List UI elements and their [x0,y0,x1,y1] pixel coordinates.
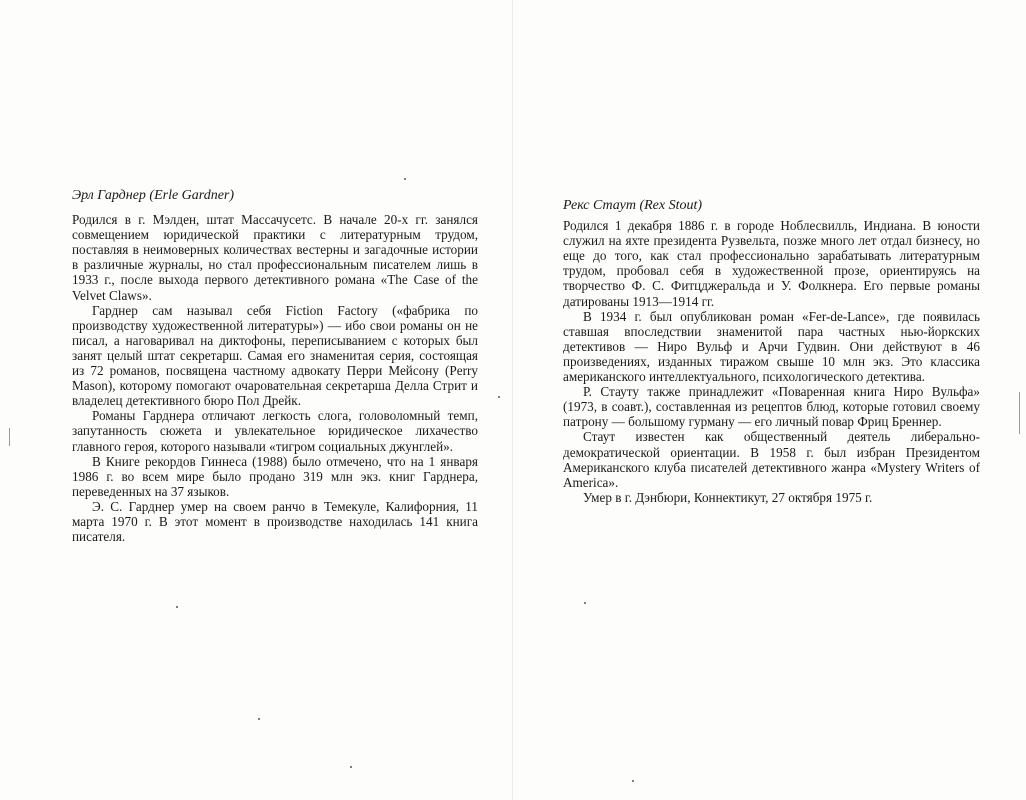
scan-speck [498,396,500,398]
stout-heading: Рекс Стаут (Rex Stout) [563,198,703,213]
gardner-paragraph-4: В Книге рекордов Гиннеса (1988) было отмечено, что на 1 января 1986 г. во всем мире было продано 319 млн экз. книг Гарднера, переведенных на 37 языков. [72,453,478,499]
scan-edge-mark [1019,392,1020,434]
scan-speck [258,718,260,720]
gardner-heading: Эрл Гарднер (Erle Gardner) [72,188,235,203]
stout-paragraph-2: В 1934 г. был опубликован роман «Fer-de-Lance», где появилась ставшая впоследствии знаменитой пара частных нью-йоркских детективов — Ниро Вульф и Арчи Гудвин. Они действуют в 46 произведениях, изданных тиражом свыше 10 млн экз. Это классика американского интеллектуального, психологического детектива. [563,308,980,385]
stout-paragraph-1: Родился 1 декабря 1886 г. в городе Ноблесвилль, Индиана. В юности служил на яхте президента Рузвельта, позже много лет отдал бизнесу, но еще до того, как стал профессионально зарабатывать литературным трудом, пробовал себя в художественной прозе, ориентируясь на творчество Ф. С. Фитцджеральда и У. Фолкнера. Его первые романы датированы 1913—1914 гг. [563,218,980,309]
gardner-article [72,188,478,544]
scan-speck [176,606,178,608]
stout-paragraph-4: Стаут известен как общественный деятель либерально-демократической ориентации. В 1958 г. был избран Президентом Американского клуба писателей детективного жанра «Mystery Writers of America». [563,429,980,490]
right-page [513,0,1026,800]
scan-speck [350,766,352,768]
stout-article [563,198,980,505]
gardner-paragraph-1: Родился в г. Мэлден, штат Массачусетс. В начале 20-х гг. занялся совмещением юридической практики с литературным трудом, поставляя в неимоверных количествах вестерны и загадочные истории в различные журналы, но стал профессиональным писателем лишь в 1933 г., после выхода первого детективного романа «The Case of the Velvet Claws». [72,212,478,303]
gardner-paragraph-5: Э. С. Гарднер умер на своем ранчо в Темекуле, Калифорния, 11 марта 1970 г. В этот момент в производстве находилась 141 книга писателя. [72,498,478,545]
gardner-paragraph-2: Гарднер сам называл себя Fiction Factory («фабрика по производству художественной литературы») — ибо свои романы он не писал, а наговаривал на диктофоны, переписыванием с которых был занят целый штат секретарш. Самая его знаменитая серия, состоящая из 72 романов, посвящена частному адвокату Перри Мейсону (Perry Mason), которому помогают очаровательная секретарша Делла Стрит и владелец детективного бюро Пол Дрейк. [72,302,478,409]
scan-speck [404,178,406,180]
scan-edge-mark [9,428,10,446]
gardner-paragraph-3: Романы Гарднера отличают легкость слога, головоломный темп, запутанность сюжета и увлекательное юридическое лихачество главного героя, которого называли «тигром социальных джунглей». [72,408,478,454]
scan-speck [584,602,586,604]
scan-speck [632,780,634,782]
stout-paragraph-3: Р. Стауту также принадлежит «Поваренная книга Ниро Вульфа» (1973, в соавт.), составленная из рецептов блюд, которые готовил своему патрону — большому гурману — его личный повар Фриц Бреннер. [563,384,980,430]
stout-paragraph-5: Умер в г. Дэнбюри, Коннектикут, 27 октября 1975 г. [583,489,873,505]
